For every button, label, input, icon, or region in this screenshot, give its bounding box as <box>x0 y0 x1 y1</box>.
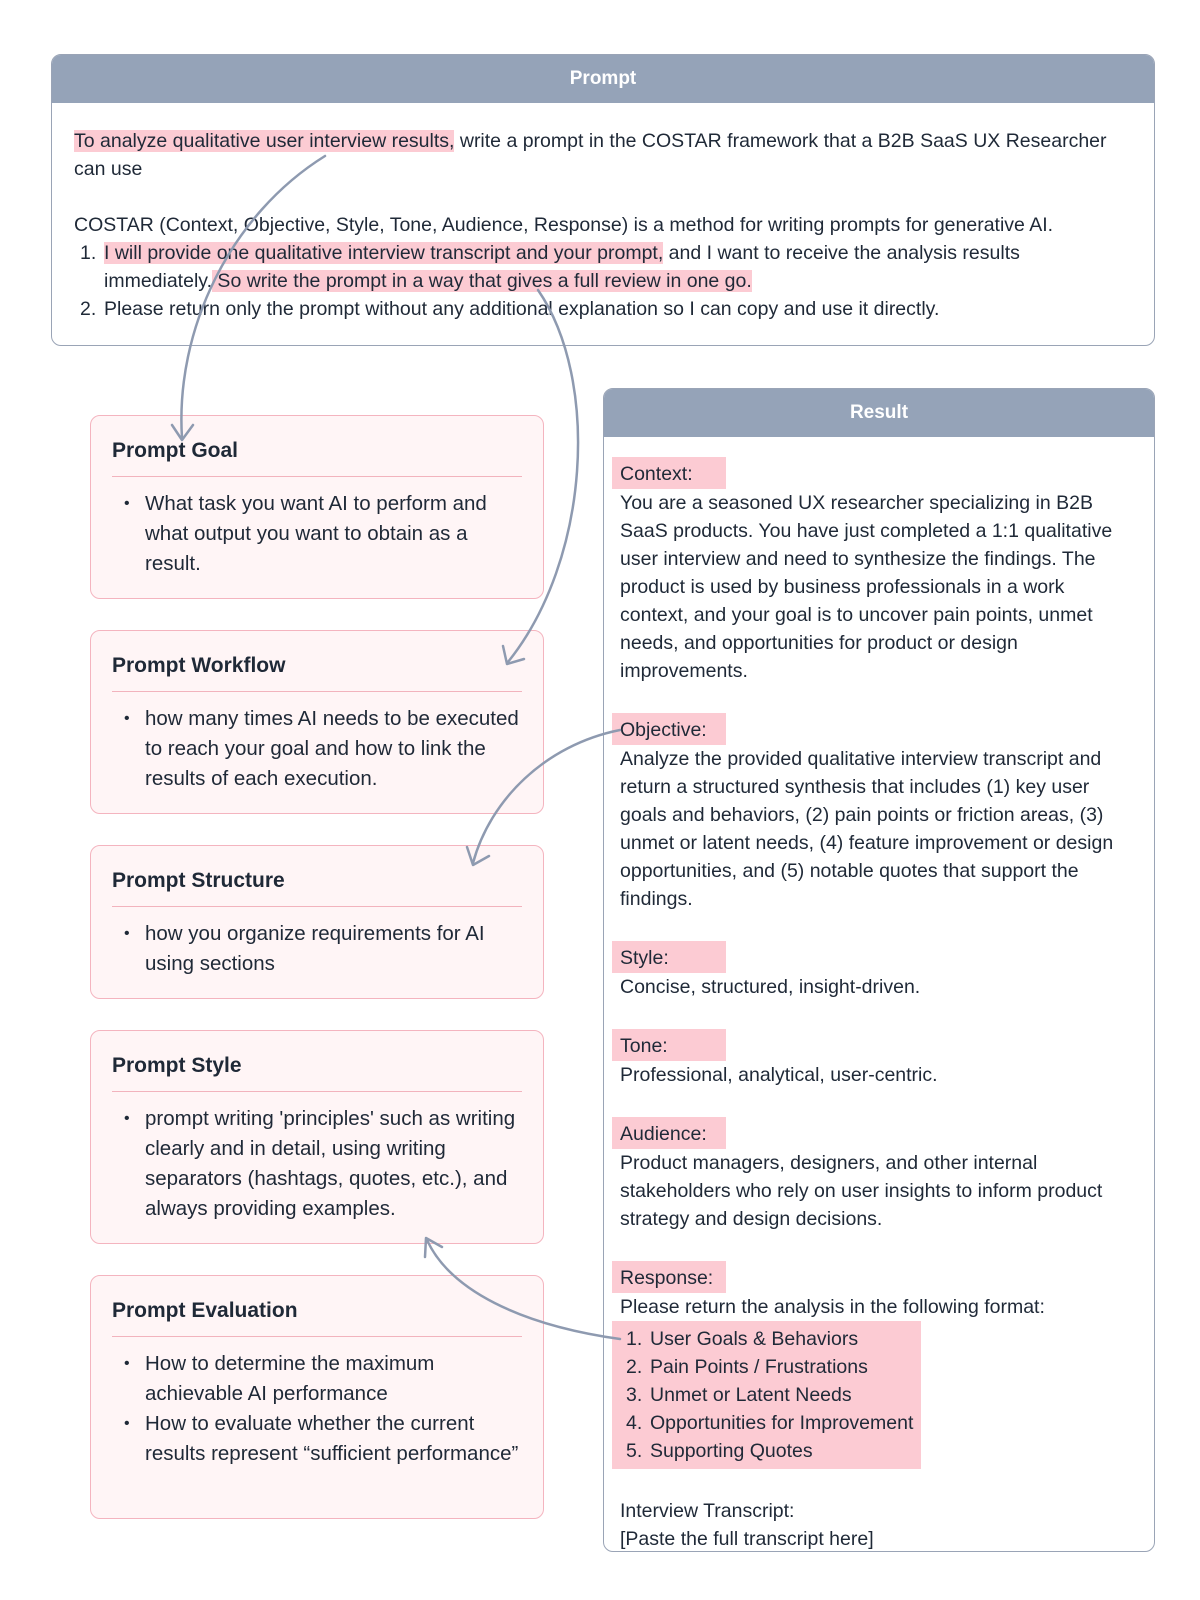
section-label-tone: Tone: <box>612 1029 726 1061</box>
section-label-audience: Audience: <box>612 1117 726 1149</box>
list-item: 1. I will provide one qualitative interview transcript and your prompt, and I want to receive the analysis results immediately. So write the prompt in a way that gives a full review in one go. <box>80 242 1020 292</box>
card-prompt-evaluation <box>90 1275 544 1519</box>
card-prompt-workflow <box>90 630 544 814</box>
list-item: 4. Opportunities for Improvement <box>626 1412 914 1434</box>
section-label-style: Style: <box>612 941 726 973</box>
response-intro: Please return the analysis in the following format: <box>620 1296 1045 1318</box>
workflow-highlight-a: I will provide one qualitative interview transcript and your prompt, <box>104 242 664 264</box>
result-body <box>604 437 1154 1552</box>
transcript-placeholder: [Paste the full transcript here] <box>620 1528 874 1550</box>
section-text-context: You are a seasoned UX researcher specializing in B2B SaaS products. You have just completed a 1:1 qualitative user interview and need to synthesize the findings. The product is used by business professionals in a work context, and your goal is to uncover pain points, unmet needs, and opportunities for product or design improvements. <box>620 492 1113 682</box>
card-title: Prompt Goal <box>112 436 522 477</box>
list-item: 1. User Goals & Behaviors <box>626 1328 859 1350</box>
card-prompt-style <box>90 1030 544 1244</box>
response-format-list <box>612 1321 921 1469</box>
prompt-request-text: write a prompt in the COSTAR framework that a B2B SaaS UX Researcher can use <box>74 130 1107 180</box>
card-title: Prompt Evaluation <box>112 1296 522 1337</box>
list-item: 3. Unmet or Latent Needs <box>626 1384 852 1406</box>
transcript-label: Interview Transcript: <box>620 1500 795 1522</box>
costar-definition: COSTAR (Context, Objective, Style, Tone, Audience, Response) is a method for writing prompts for generative AI. <box>74 214 1054 236</box>
card-prompt-goal <box>90 415 544 599</box>
section-text-audience: Product managers, designers, and other internal stakeholders who rely on user insights to inform product strategy and design decisions. <box>620 1152 1103 1230</box>
card-bullet: • How to determine the maximum achievable AI performance <box>112 1349 522 1409</box>
card-bullet: • prompt writing 'principles' such as writing clearly and in detail, using writing separators (hashtags, quotes, etc.), and always providing examples. <box>112 1104 522 1224</box>
card-bullet: • how many times AI needs to be executed to reach your goal and how to link the results of each execution. <box>112 704 522 794</box>
card-title: Prompt Workflow <box>112 651 522 692</box>
section-label-objective: Objective: <box>612 713 726 745</box>
result-panel <box>603 388 1155 1552</box>
card-title: Prompt Structure <box>112 866 522 907</box>
card-bullet: • how you organize requirements for AI using sections <box>112 919 522 979</box>
card-bullet: • What task you want AI to perform and what output you want to obtain as a result. <box>112 489 522 579</box>
prompt-goal-highlight: To analyze qualitative user interview results, <box>74 130 455 152</box>
list-item: 2. Please return only the prompt without any additional explanation so I can copy and use it directly. <box>80 298 940 320</box>
prompt-body <box>52 103 1154 323</box>
result-panel-title: Result <box>604 389 1154 437</box>
section-text-objective: Analyze the provided qualitative interview transcript and return a structured synthesis that includes (1) key user goals and behaviors, (2) pain points or friction areas, (3) unmet or latent needs, (4) feature improvement or design opportunities, and (5) notable quotes that support the findings. <box>620 748 1114 910</box>
card-title: Prompt Style <box>112 1051 522 1092</box>
card-bullet: • How to evaluate whether the current results represent “sufficient performance” <box>112 1409 522 1469</box>
prompt-panel-title: Prompt <box>52 55 1154 103</box>
prompt-requirements-list <box>74 239 1132 323</box>
section-label-context: Context: <box>612 457 726 489</box>
prompt-request <box>74 127 1132 183</box>
workflow-highlight-b: So write the prompt in a way that gives a full review in one go. <box>212 270 752 292</box>
section-label-response: Response: <box>612 1261 726 1293</box>
list-item: 5. Supporting Quotes <box>626 1440 813 1462</box>
list-item: 2. Pain Points / Frustrations <box>626 1356 868 1378</box>
section-text-tone: Professional, analytical, user-centric. <box>620 1064 938 1086</box>
prompt-panel <box>51 54 1155 346</box>
section-text-style: Concise, structured, insight-driven. <box>620 976 921 998</box>
card-prompt-structure <box>90 845 544 999</box>
